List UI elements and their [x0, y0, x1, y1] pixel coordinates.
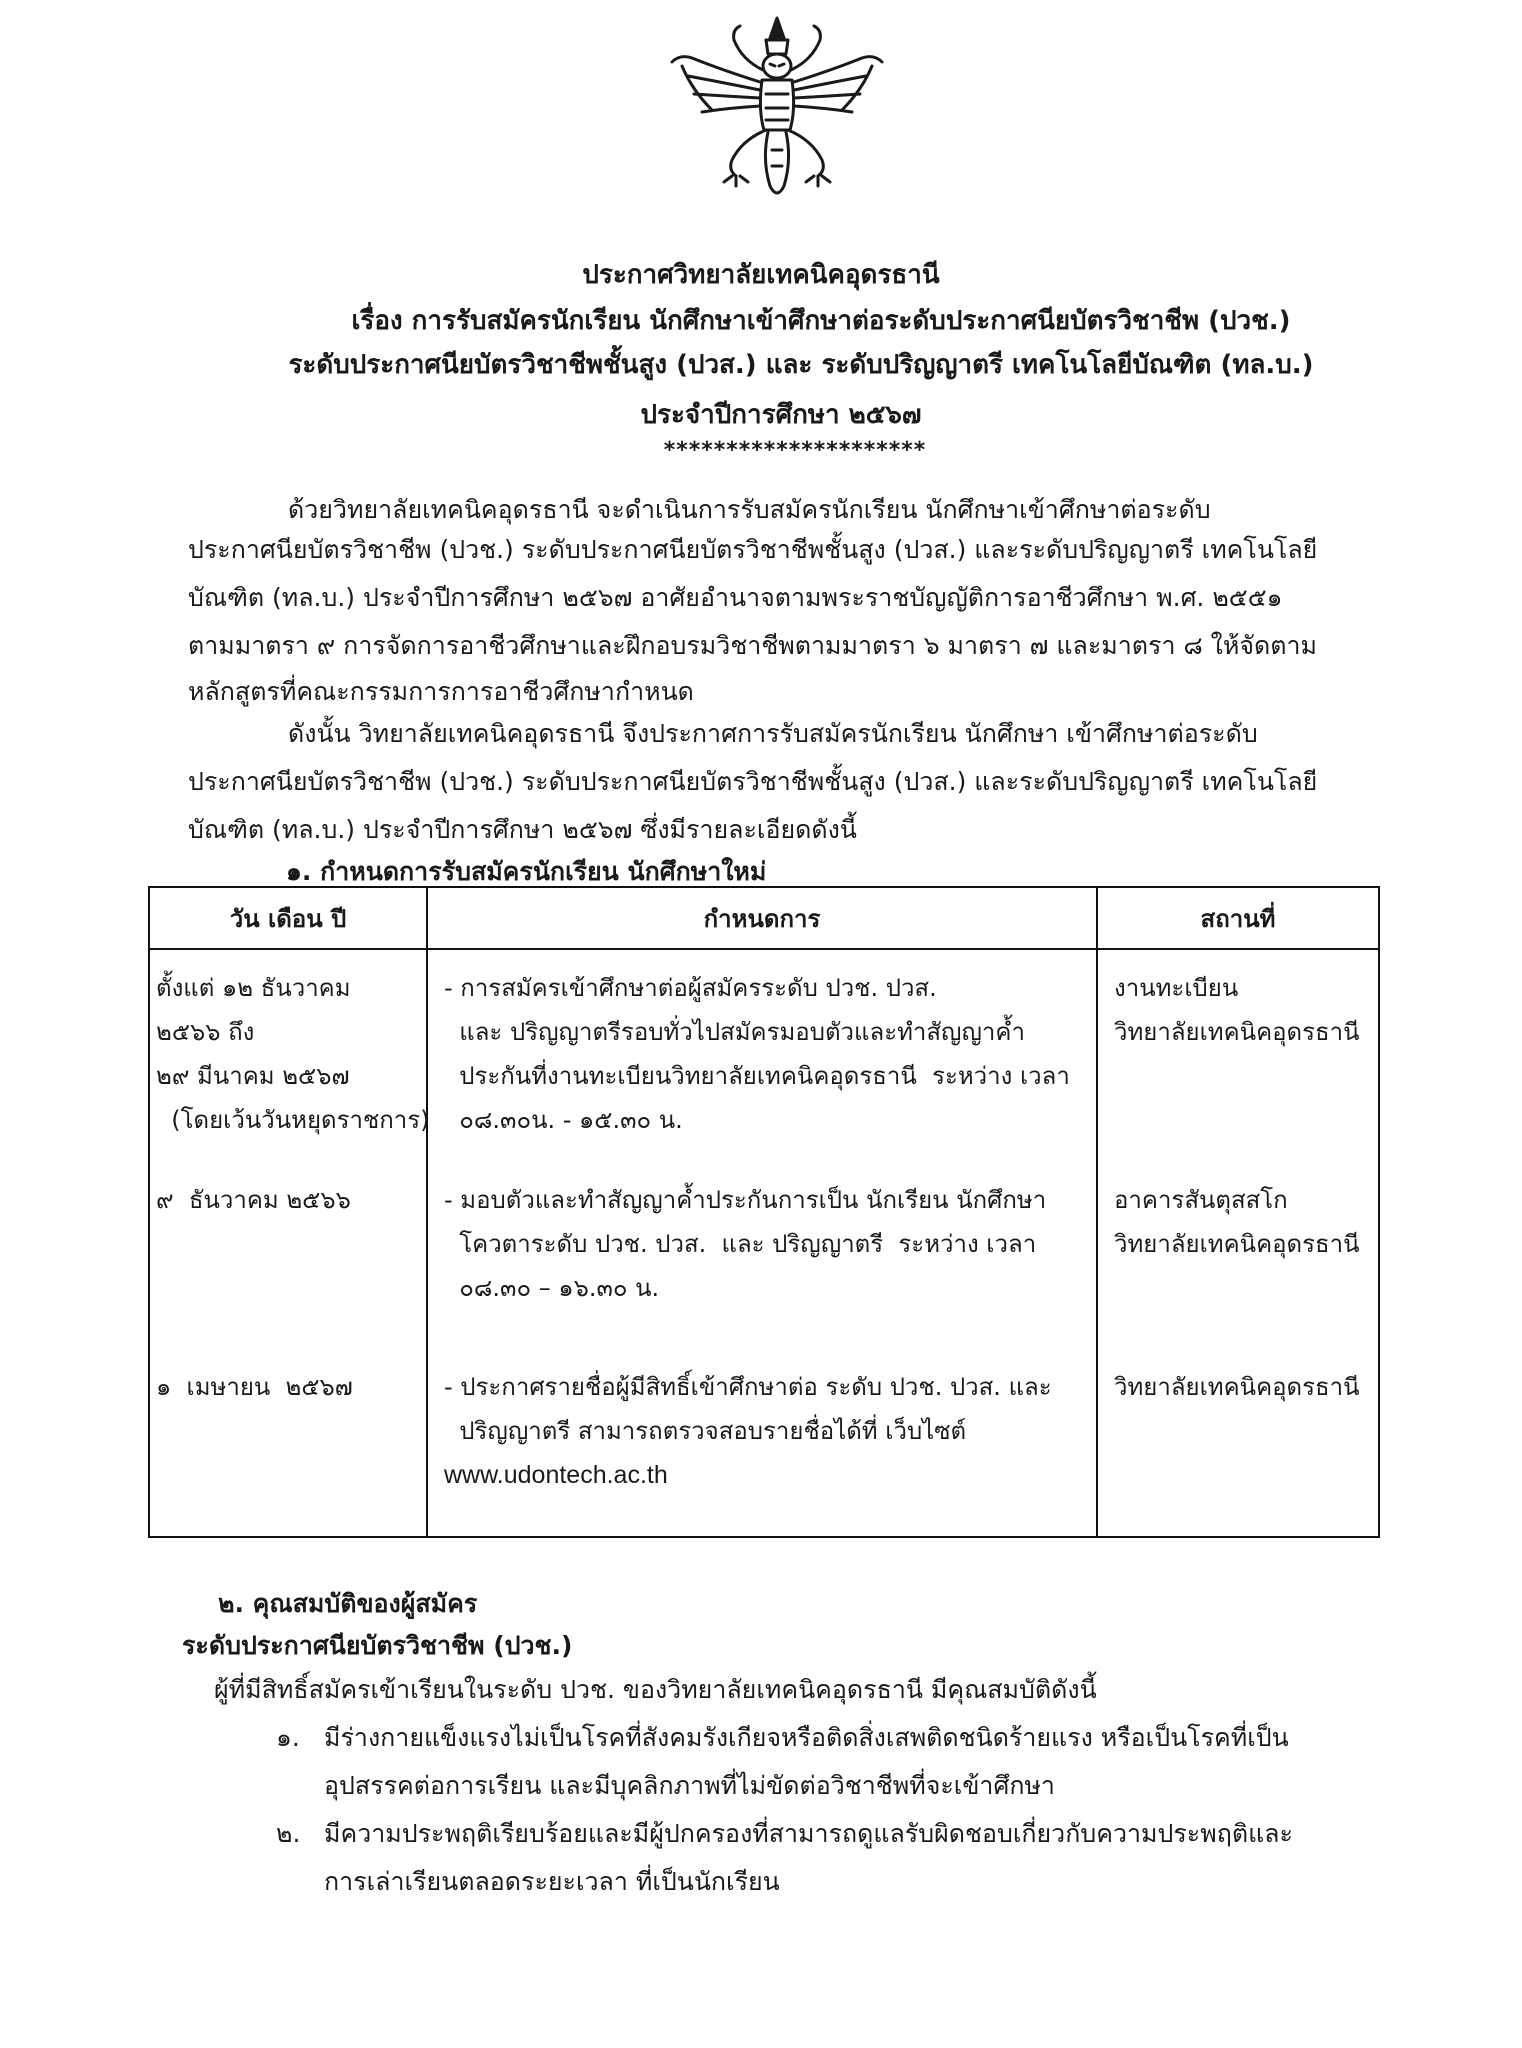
subject-line-2: ระดับประกาศนียบัตรวิชาชีพชั้นสูง (ปวส.) และ ระดับปริญญาตรี เทคโนโลยีบัณฑิต (ทล.บ.) — [288, 350, 1314, 380]
schedule-cell — [427, 1349, 1097, 1537]
date-cell — [149, 1162, 427, 1349]
schedule-line: ๐๘.๓๐น. - ๑๕.๓๐ น. — [444, 1106, 683, 1134]
intro-p1-line-4: ตามมาตรา ๙ การจัดการอาชีวศึกษาและฝึกอบรมวิชาชีพตามมาตรา ๖ มาตรา ๗ และมาตรา ๘ ให้จัดตาม — [188, 631, 1318, 660]
subject-line-1: เรื่อง การรับสมัครนักเรียน นักศึกษาเข้าศึกษาต่อระดับประกาศนียบัตรวิชาชีพ (ปวช.) — [351, 306, 1291, 336]
announcement-title: ประกาศวิทยาลัยเทคนิคอุดรธานี — [582, 260, 940, 290]
schedule-cell — [427, 949, 1097, 1162]
table-row — [149, 1349, 1379, 1537]
item-number: ๑. — [276, 1723, 300, 1752]
section-2-heading: ๒. คุณสมบัติของผู้สมัคร — [218, 1589, 478, 1618]
place-line: วิทยาลัยเทคนิคอุดรธานี — [1114, 1018, 1360, 1046]
date-line: ๙ ธันวาคม ๒๕๖๖ — [156, 1185, 351, 1214]
item-line: มีความประพฤติเรียบร้อยและมีผู้ปกครองที่สามารถดูแลรับผิดชอบเกี่ยวกับความประพฤติและ — [324, 1819, 1293, 1848]
column-header-place: สถานที่ — [1097, 887, 1379, 949]
table-header-row — [149, 887, 1379, 949]
intro-p1-line-2: ประกาศนียบัตรวิชาชีพ (ปวช.) ระดับประกาศนียบัตรวิชาชีพชั้นสูง (ปวส.) และระดับปริญญาตรี เทคโนโลยี — [188, 535, 1318, 564]
date-line: ๒๕๖๖ ถึง — [156, 1018, 255, 1046]
place-line: วิทยาลัยเทคนิคอุดรธานี — [1114, 1229, 1360, 1258]
schedule-line: และ ปริญญาตรีรอบทั่วไปสมัครมอบตัวและทำสัญญาค้ำ — [444, 1018, 1025, 1046]
intro-p2-line-1: ดังนั้น วิทยาลัยเทคนิคอุดรธานี จึงประกาศการรับสมัครนักเรียน นักศึกษา เข้าศึกษาต่อระดับ — [288, 719, 1258, 748]
place-line: วิทยาลัยเทคนิคอุดรธานี — [1114, 1372, 1360, 1401]
place-line: อาคารสันตุสสโก — [1114, 1185, 1288, 1214]
table-row — [149, 1162, 1379, 1349]
item-number: ๒. — [276, 1819, 301, 1848]
garuda-emblem-icon — [662, 10, 892, 220]
place-cell — [1097, 1349, 1379, 1537]
separator-stars: ********************* — [663, 438, 927, 463]
item-line: มีร่างกายแข็งแรงไม่เป็นโรคที่สังคมรังเกียจหรือติดสิ่งเสพติดชนิดร้ายแรง หรือเป็นโรคที่เป็น — [324, 1723, 1289, 1752]
academic-year: ประจำปีการศึกษา ๒๕๖๗ — [640, 400, 922, 430]
date-line: (โดยเว้นวันหยุดราชการ) — [156, 1106, 430, 1134]
website-link[interactable]: www.udontech.ac.th — [444, 1460, 668, 1489]
date-line: ๑ เมษายน ๒๕๖๗ — [156, 1372, 353, 1401]
schedule-line: - มอบตัวและทำสัญญาค้ำประกันการเป็น นักเรียน นักศึกษา — [444, 1185, 1047, 1214]
intro-p1-line-5: หลักสูตรที่คณะกรรมการการอาชีวศึกษากำหนด — [188, 677, 694, 706]
table-row — [149, 949, 1379, 1162]
section-2-subheading: ระดับประกาศนียบัตรวิชาชีพ (ปวช.) — [182, 1631, 573, 1660]
schedule-line: ปริญญาตรี สามารถตรวจสอบรายชื่อได้ที่ เว็บไซต์ — [444, 1416, 967, 1445]
date-cell — [149, 1349, 427, 1537]
section-1-heading: ๑. กำหนดการรับสมัครนักเรียน นักศึกษาใหม่ — [286, 857, 767, 886]
date-line: ตั้งแต่ ๑๒ ธันวาคม — [156, 974, 351, 1002]
schedule-line: ๐๘.๓๐ – ๑๖.๓๐ น. — [444, 1273, 660, 1302]
intro-p2-line-3: บัณฑิต (ทล.บ.) ประจำปีการศึกษา ๒๕๖๗ ซึ่งมีรายละเอียดดังนี้ — [188, 815, 857, 844]
schedule-table — [148, 886, 1380, 1538]
date-cell — [149, 949, 430, 1162]
place-cell — [1097, 1162, 1379, 1349]
intro-p2-line-2: ประกาศนียบัตรวิชาชีพ (ปวช.) ระดับประกาศนียบัตรวิชาชีพชั้นสูง (ปวส.) และระดับปริญญาตรี เทคโนโลยี — [188, 767, 1318, 796]
item-line: การเล่าเรียนตลอดระยะเวลา ที่เป็นนักเรียน — [324, 1867, 780, 1896]
schedule-line: - การสมัครเข้าศึกษาต่อผู้สมัครระดับ ปวช. ปวส. — [444, 974, 937, 1002]
column-header-date: วัน เดือน ปี — [149, 887, 427, 949]
place-cell — [1097, 949, 1379, 1162]
schedule-line: - ประกาศรายชื่อผู้มีสิทธิ์เข้าศึกษาต่อ ระดับ ปวช. ปวส. และ — [444, 1372, 1052, 1401]
schedule-cell — [427, 1162, 1097, 1349]
intro-p1-line-1: ด้วยวิทยาลัยเทคนิคอุดรธานี จะดำเนินการรับสมัครนักเรียน นักศึกษาเข้าศึกษาต่อระดับ — [288, 495, 1211, 524]
schedule-line: โควตาระดับ ปวช. ปวส. และ ปริญญาตรี ระหว่าง เวลา — [444, 1229, 1037, 1258]
place-line: งานทะเบียน — [1114, 974, 1239, 1002]
item-line: อุปสรรคต่อการเรียน และมีบุคลิกภาพที่ไม่ขัดต่อวิชาชีพที่จะเข้าศึกษา — [324, 1771, 1055, 1800]
intro-p1-line-3: บัณฑิต (ทล.บ.) ประจำปีการศึกษา ๒๕๖๗ อาศัยอำนาจตามพระราชบัญญัติการอาชีวศึกษา พ.ศ. ๒๕๕๑ — [188, 583, 1283, 612]
schedule-line: ประกันที่งานทะเบียนวิทยาลัยเทคนิคอุดรธานี ระหว่าง เวลา — [444, 1062, 1070, 1090]
date-line: ๒๙ มีนาคม ๒๕๖๗ — [156, 1062, 350, 1090]
column-header-schedule: กำหนดการ — [427, 887, 1097, 949]
section-2-intro: ผู้ที่มีสิทธิ์สมัครเข้าเรียนในระดับ ปวช. ของวิทยาลัยเทคนิคอุดรธานี มีคุณสมบัติดังนี้ — [214, 1675, 1097, 1704]
